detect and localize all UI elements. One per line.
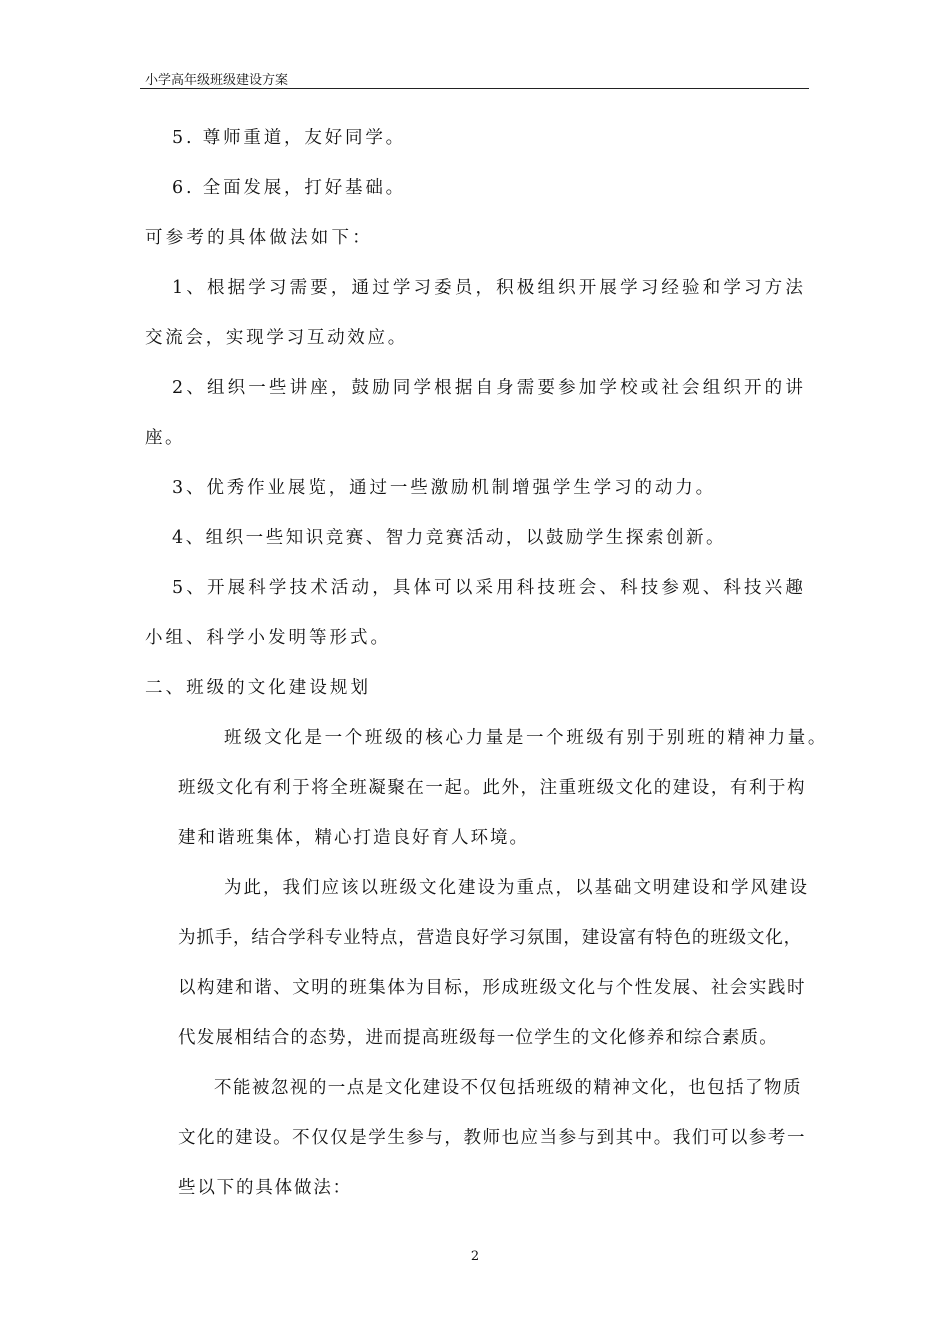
text-line: 2、组织一些讲座，鼓励同学根据自身需要参加学校或社会组织开的讲 xyxy=(172,378,806,398)
text-line: 代发展相结合的态势，进而提高班级每一位学生的文化修养和综合素质。 xyxy=(178,1028,778,1048)
text-line: 5、开展科学技术活动，具体可以采用科技班会、科技参观、科技兴趣 xyxy=(172,578,806,598)
text-line: 文化的建设。不仅仅是学生参与，教师也应当参与到其中。我们可以参考一 xyxy=(178,1128,806,1148)
text-line: 交流会，实现学习互动效应。 xyxy=(145,328,408,348)
text-line: 为抓手，结合学科专业特点，营造良好学习氛围，建设富有特色的班级文化， xyxy=(178,928,802,948)
header-rule xyxy=(140,88,809,89)
page-number: 2 xyxy=(470,1249,480,1264)
text-line: 为此，我们应该以班级文化建设为重点，以基础文明建设和学风建设 xyxy=(224,878,809,898)
section-heading: 二、班级的文化建设规划 xyxy=(145,678,371,698)
text-line: 不能被忽视的一点是文化建设不仅包括班级的精神文化，也包括了物质 xyxy=(214,1078,802,1098)
text-line: 以构建和谐、文明的班集体为目标，形成班级文化与个性发展、社会实践时 xyxy=(178,978,806,998)
text-line: 可参考的具体做法如下： xyxy=(145,228,373,248)
text-line: 1、根据学习需要，通过学习委员，积极组织开展学习经验和学习方法 xyxy=(172,278,806,298)
text-line: 些以下的具体做法： xyxy=(178,1178,352,1198)
text-line: 4、组织一些知识竞赛、智力竞赛活动，以鼓励学生探索创新。 xyxy=(172,528,726,548)
text-line: 座。 xyxy=(145,428,185,448)
text-line: 班级文化有利于将全班凝聚在一起。此外，注重班级文化的建设，有利于构 xyxy=(178,778,806,798)
text-line: 班级文化是一个班级的核心力量是一个班级有别于别班的精神力量。 xyxy=(224,728,828,748)
text-line: 6. 全面发展，打好基础。 xyxy=(172,178,406,198)
text-line: 5. 尊师重道，友好同学。 xyxy=(172,128,406,148)
text-line: 3、优秀作业展览，通过一些激励机制增强学生学习的动力。 xyxy=(172,478,716,498)
text-line: 建和谐班集体，精心打造良好育人环境。 xyxy=(178,828,529,848)
text-line: 小组、科学小发明等形式。 xyxy=(145,628,391,648)
running-header: 小学高年级班级建设方案 xyxy=(145,73,289,88)
